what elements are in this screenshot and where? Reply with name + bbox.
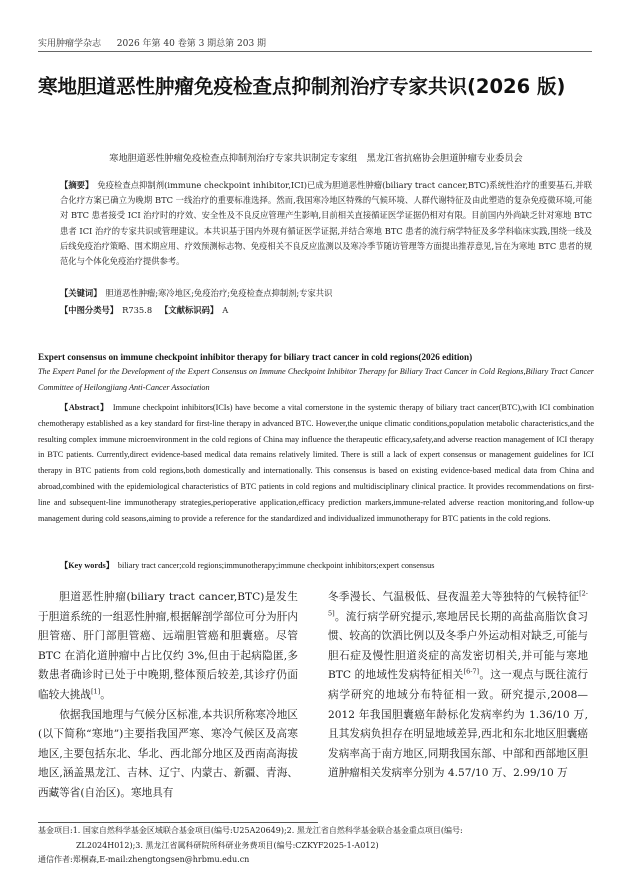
header-rule bbox=[38, 51, 592, 52]
funding-line-continued: ZL2024H012);3. 黑龙江省属科研院所科研业务费项目(编号:CZKYF2025-1-A012) bbox=[76, 840, 379, 850]
english-keywords bbox=[60, 559, 594, 573]
paragraph-text: 。这一观点与既往流行病学研究的地域分布特征相一致。研究提示,2008—2012 年我国胆囊癌年龄标化发病率约为 1.36/10 万,且其发病负担存在明显地域差异,西北和东北地区胆囊癌发病率高于南方地区,同期我国东部、中部和西部地区胆道肿瘤相关发病率分别为 4.57/10 万、2.99/10 万 bbox=[328, 669, 589, 780]
english-abstract-text: Immune checkpoint inhibitors(ICIs) have become a vital cornerstone in the systemic therapy of biliary tract cancer(BTC),with ICI combination chemotherapy established as a key standard for first-line therapy in advanced BTC. However,the unique climatic conditions,population metabolic characteristics,and the resulting complex immune microenvironment in the cold regions of China may influence the therapeutic efficacy,safety,and adverse reaction management of ICI therapy in BTC patients. Currently,direct evidence-based medical data remains relatively limited. There is still a lack of expert consensus or management guidelines for ICI therapy in BTC patients from cold regions,both domestically and internationally. This consensus is based on existing evidence-based medical data from China and abroad,combined with the epidemiological characteristics of BTC patients in cold regions and multidisciplinary clinical practice. It provides recommendations on first-line and subsequent-line immunotherapy strategies,perioperative application,efficacy prediction markers,immune-related adverse reaction monitoring,and follow-up management during cold seasons,aiming to provide a reference for the standardized and individualized immunotherapy for BTC patients in the cold regions. bbox=[38, 403, 594, 523]
english-title: Expert consensus on immune checkpoint inhibitor therapy for biliary tract cancer in cold regions(2026 edition) bbox=[38, 352, 473, 362]
body-paragraph bbox=[38, 706, 298, 804]
issue-info: 2026 年第 40 卷第 3 期总第 203 期 bbox=[116, 39, 267, 49]
corresponding-author: 通信作者:郑桐森,E-mail:zhengtongsen@hrbmu.edu.cn bbox=[38, 855, 250, 864]
article-title: 寒地胆道恶性肿瘤免疫检查点抑制剂治疗专家共识(2026 版) bbox=[38, 75, 566, 98]
paragraph-text: 。 bbox=[100, 688, 111, 701]
chinese-keywords-text: 胆道恶性肿瘤;寒冷地区;免疫治疗;免疫检查点抑制剂;专家共识 bbox=[105, 288, 333, 298]
chinese-keywords bbox=[60, 286, 592, 301]
english-authors: The Expert Panel for the Development of the Expert Consensus on Immune Checkpoint Inhibitor Therapy for Biliary Tract Cancer in Cold Regions,Biliary Tract Cancer Committee of Heilongjiang Anti-Cancer Association bbox=[38, 367, 594, 392]
classification-line bbox=[60, 303, 592, 318]
chinese-keywords-label: 【关键词】 bbox=[60, 288, 102, 298]
body-column-right bbox=[328, 588, 588, 784]
paragraph-text: 依据我国地理与气候分区标准,本共识所称寒冷地区(以下简称“寒地”)主要指我国严寒、寒冷气候区及高寒地区,主要包括东北、华北、西北部分地区及西南高海拔地区,涵盖黑龙江、吉林、辽宁、内蒙古、新疆、青海、西藏等省(自治区)。寒地具有 bbox=[38, 708, 298, 799]
citation: [2-5] bbox=[328, 589, 588, 618]
citation: [1] bbox=[90, 687, 101, 696]
chinese-abstract-label: 【摘要】 bbox=[60, 180, 94, 190]
footnote-rule bbox=[38, 822, 318, 823]
clc-label: 【中图分类号】 bbox=[60, 305, 119, 315]
doc-code-value: A bbox=[222, 305, 229, 315]
running-header bbox=[38, 36, 266, 49]
doc-code-label: 【文献标识码】 bbox=[160, 305, 219, 315]
body-paragraph bbox=[328, 588, 588, 784]
english-abstract-label: 【Abstract】 bbox=[60, 403, 109, 412]
chinese-abstract-text: 免疫检查点抑制剂(immune checkpoint inhibitor,ICI)已成为胆道恶性肿瘤(biliary tract cancer,BTC)系统性治疗的重要基石,并联合化疗方案已确立为晚期 BTC 一线治疗的重要标准选择。然而,我国寒冷地区特殊的气候环境、人群代谢特征及由此塑造的复杂免疫微环境,可能对 BTC 患者接受 ICI 治疗时的疗效、安全性及不良反应管理产生影响,目前相关直接循证医学证据仍相对有限。目前国内外尚缺乏针对寒地 BTC 患者 ICI 治疗的专家共识或管理建议。本共识基于国内外现有循证医学证据,并结合寒地 BTC 患者的流行病学特征及多学科临床实践,围绕一线及后线免疫治疗策略、围术期应用、疗效预测标志物、免疫相关不良反应监测以及寒冷季节随访管理等方面提出推荐意见,旨在为寒地 BTC 患者的规范化与个体化免疫治疗提供参考。 bbox=[60, 180, 593, 267]
journal-name: 实用肿瘤学杂志 bbox=[38, 39, 102, 49]
body-column-left bbox=[38, 588, 298, 804]
citation: [6-7] bbox=[463, 667, 480, 676]
paragraph-text: 冬季漫长、气温极低、昼夜温差大等独特的气候特征 bbox=[328, 591, 580, 603]
paragraph-text: 。流行病学研究提示,寒地居民长期的高盐高脂饮食习惯、较高的饮酒比例以及冬季户外运动相对缺乏,可能与胆石症及慢性胆道炎症的高发密切相关,并可能与寒地 BTC 的地域性发病特征相关 bbox=[328, 610, 588, 682]
english-abstract bbox=[38, 400, 594, 526]
chinese-authors: 寒地胆道恶性肿瘤免疫检查点抑制剂治疗专家共识制定专家组 黑龙江省抗癌协会胆道肿瘤专业委员会 bbox=[109, 153, 523, 164]
funding-line: 基金项目:1. 国家自然科学基金区域联合基金项目(编号:U25A20649);2. 黑龙江省自然科学基金联合基金重点项目(编号: bbox=[38, 826, 463, 835]
english-keywords-text: biliary tract cancer;cold regions;immunotherapy;immune checkpoint inhibitors;expert consensus bbox=[117, 561, 435, 570]
body-paragraph bbox=[38, 588, 298, 706]
english-keywords-label: 【Key words】 bbox=[60, 561, 114, 570]
clc-value: R735.8 bbox=[122, 305, 153, 315]
footnotes bbox=[38, 824, 594, 868]
chinese-abstract bbox=[60, 178, 592, 269]
paragraph-text: 胆道恶性肿瘤(biliary tract cancer,BTC)是发生于胆道系统的一组恶性肿瘤,根据解剖学部位可分为肝内胆管癌、肝门部胆管癌、远端胆管癌和胆囊癌。尽管 BTC 在消化道肿瘤中占比仅约 3%,但由于起病隐匿,多数患者确诊时已处于中晚期,整体预后较差,其诊疗仍面临较大挑战 bbox=[38, 591, 298, 701]
